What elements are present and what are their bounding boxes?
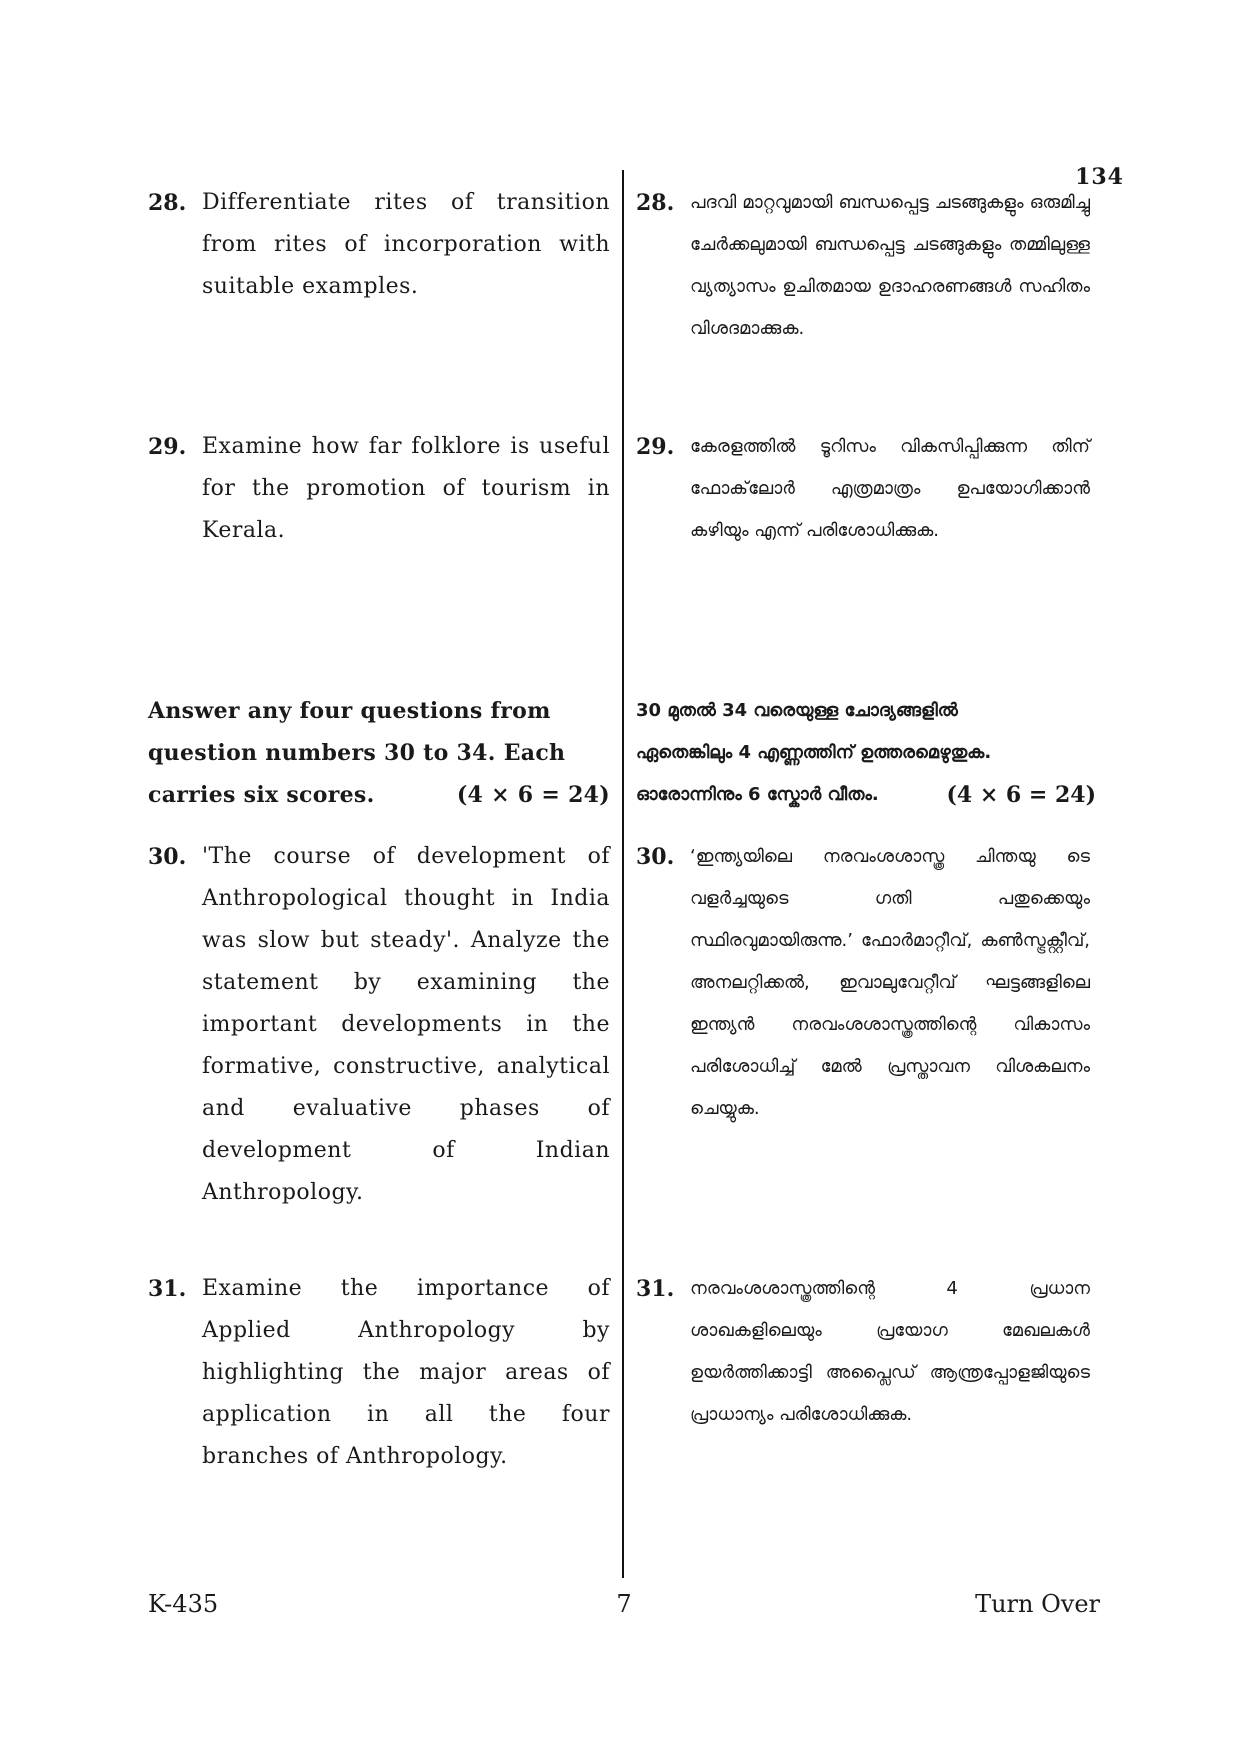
footer-paper-code: K-435 (148, 1590, 219, 1618)
question-28-ml (636, 182, 1090, 350)
question-31-ml (636, 1268, 1090, 1436)
question-28-en (148, 182, 610, 308)
paper-code: 134 (1075, 164, 1124, 190)
question-number: 30. (636, 844, 675, 870)
section-instruction-en (148, 690, 610, 816)
column-divider (622, 170, 624, 1578)
question-text: പദവി മാറ്റവുമായി ബന്ധപ്പെട്ട ചടങ്ങുകളും ഒരുമിച്ചു ചേർക്കലുമായി ബന്ധപ്പെട്ട ചടങ്ങുകളും തമ്മിലുള്ള വ്യത്യാസം ഉചിതമായ ഉദാഹരണങ്ങൾ സഹിതം വിശദമാക്കുക. (690, 192, 1090, 339)
instruction-line-3 (636, 774, 1096, 816)
score-allocation: (4 × 6 = 24) (946, 782, 1096, 808)
question-number: 30. (148, 844, 187, 870)
question-text: Differentiate rites of transition from rites of incorporation with suitable examples. (202, 190, 610, 299)
instruction-line-2: ഏതെങ്കിലും 4 എണ്ണത്തിന് ഉത്തരമെഴുതുക. (636, 742, 992, 763)
question-30-en (148, 836, 610, 1214)
question-text: Examine how far folklore is useful for the promotion of tourism in Kerala. (202, 434, 610, 543)
question-number: 29. (636, 434, 675, 460)
question-31-en (148, 1268, 610, 1478)
question-29-en (148, 426, 610, 552)
section-instruction-ml (636, 690, 1096, 816)
instruction-text: Answer any four questions from question numbers 30 to 34. Each carries six scores. (148, 698, 566, 808)
question-text: 'The course of development of Anthropological thought in India was slow but steady'. Analyze the statement by examining the important developments in the formative, constructive, analytical and evaluative phases of development of Indian Anthropology. (202, 844, 610, 1205)
question-number: 28. (636, 190, 675, 216)
question-text: Examine the importance of Applied Anthropology by highlighting the major areas of application in all the four branches of Anthropology. (202, 1276, 610, 1469)
turn-over-note: Turn Over (975, 1590, 1100, 1618)
question-text: ‘ഇന്ത്യയിലെ നരവംശശാസ്ത്ര ചിന്തയു ടെ വളർച്ചയുടെ ഗതി പതുക്കെയും സ്ഥിരവുമായിരുന്നു.’ ഫോർമാറ്റീവ്, കൺസ്ട്രക്റ്റീവ്, അനലറ്റിക്കൽ, ഇവാലുവേറ്റീവ് ഘട്ടങ്ങളിലെ ഇന്ത്യൻ നരവംശശാസ്ത്രത്തിന്റെ വികാസം പരിശോധിച്ച് മേൽ പ്രസ്താവന വിശകലനം ചെയ്യുക. (690, 846, 1090, 1119)
question-29-ml (636, 426, 1090, 552)
question-number: 28. (148, 190, 187, 216)
instruction-line-1: 30 മുതൽ 34 വരെയുള്ള ചോദ്യങ്ങളിൽ (636, 700, 958, 721)
score-allocation: (4 × 6 = 24) (456, 782, 610, 808)
question-30-ml (636, 836, 1090, 1130)
question-text: കേരളത്തിൽ ടൂറിസം വികസിപ്പിക്കുന്ന തിന് ഫോക്‌ലോർ എത്രമാത്രം ഉപയോഗിക്കാൻ കഴിയും എന്ന് പരിശോധിക്കുക. (690, 436, 1090, 541)
question-number: 31. (148, 1276, 187, 1302)
page-number: 7 (616, 1590, 632, 1618)
instruction-text: ഓരോന്നിനും 6 സ്കോർ വീതം. (636, 784, 879, 805)
question-number: 29. (148, 434, 187, 460)
question-text: നരവംശശാസ്ത്രത്തിന്റെ 4 പ്രധാന ശാഖകളിലെയും പ്രയോഗ മേഖലകൾ ഉയർത്തിക്കാട്ടി അപ്ലൈഡ് ആന്ത്രപ്പോളജിയുടെ പ്രാധാന്യം പരിശോധിക്കുക. (690, 1278, 1090, 1425)
question-number: 31. (636, 1276, 675, 1302)
